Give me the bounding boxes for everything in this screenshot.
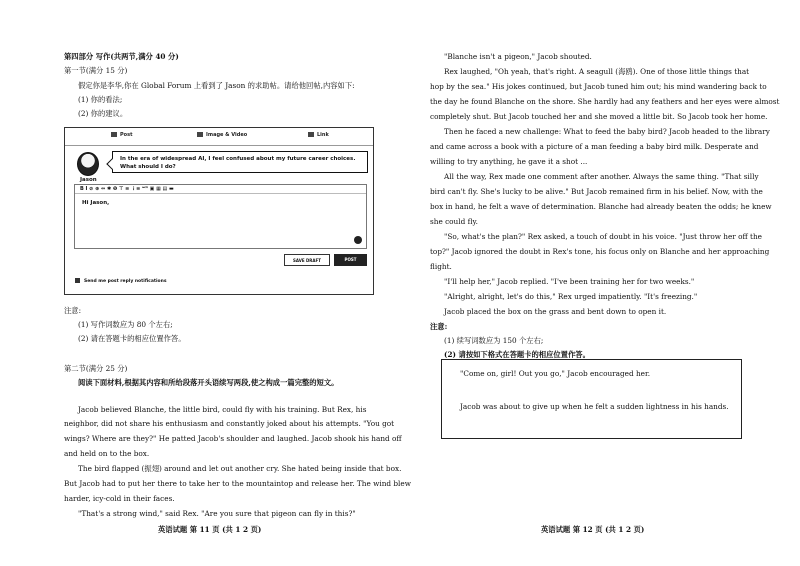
avatar <box>77 152 99 176</box>
story-line: and held on to the box. <box>64 449 150 458</box>
tab-link[interactable]: Link <box>308 132 329 138</box>
story-line: wings? Where are they?" He patted Jacob's shoulder and laughed. Jacob shook his hand off <box>64 434 402 443</box>
continuation-prompt-1: "Come on, girl! Out you go," Jacob encouraged her. <box>460 369 651 378</box>
post-button[interactable]: POST <box>334 254 367 266</box>
note: (1) 写作词数应为 80 个左右; <box>78 320 173 329</box>
notify-checkbox[interactable]: Send me post reply notifications <box>75 278 167 284</box>
reply-text[interactable]: Hi Jason, <box>82 200 110 206</box>
tab-image-video[interactable]: Image & Video <box>197 132 247 138</box>
story-line: Rex laughed, "Oh yeah, that's right. A seagull (海鸥). One of those little things that <box>444 67 750 76</box>
section1-intro: 假定你是李华,你在 Global Forum 上看到了 Jason 的求助帖。请给他回帖,内容如下: <box>78 81 355 90</box>
story-line: hop by the sea." His jokes continued, but Jacob tuned him out; his mind wandering back to <box>430 82 767 91</box>
story-line: she could fly. <box>430 217 478 226</box>
story-line: completely shut. But Jacob touched her and she moved a little bit. So Jacob took her home. <box>430 112 768 121</box>
tab-post[interactable]: Post <box>111 132 132 138</box>
page-12 <box>400 0 800 566</box>
story-line: "Alright, alright, let's do this," Rex urged impatiently. "It's freezing." <box>444 292 698 301</box>
story-line: "So, what's the plan?" Rex asked, a touch of doubt in his voice. "Just throw her off the <box>444 232 762 241</box>
section1-title: 第一节(满分 15 分) <box>64 66 128 75</box>
question-text: In the era of widespread AI, I feel confused about my future career choices. What should I do? <box>120 156 356 170</box>
story-line: bird can't fly. She's lucky to be alive." But Jacob remained firm in his belief. Now, with the <box>430 187 763 196</box>
forum-screenshot <box>64 127 374 295</box>
notes-title: 注意: <box>430 322 448 331</box>
story-line: Jacob believed Blanche, the little bird, could fly with his training. But Rex, his <box>78 405 367 414</box>
story-line: "I'll help her," Jacob replied. "I've been training her for two weeks." <box>444 277 695 286</box>
link-icon <box>308 132 314 137</box>
reply-editor[interactable] <box>74 184 367 249</box>
section1-point: (2) 你的建议。 <box>78 109 128 118</box>
save-draft-button[interactable]: SAVE DRAFT <box>284 254 330 266</box>
story-line: box in hand, he felt a wave of determination. Blanche had already beaten the odds; he knew <box>430 202 772 211</box>
page-footer: 英语试题 第 11 页 (共 1 2 页) <box>158 525 262 534</box>
story-line: top?" Jacob ignored the doubt in Rex's tone, his focus only on Blanche and her approaching <box>430 247 770 256</box>
forum-tabs <box>65 128 373 146</box>
question-bubble <box>112 151 368 173</box>
story-line: and came across a book with a picture of a man feeding a baby bird milk. Desperate and <box>430 142 759 151</box>
page-footer: 英语试题 第 12 页 (共 1 2 页) <box>541 525 645 534</box>
story-line: But Jacob had to put her there to take her to the mountaintop and release her. The wind blew <box>64 479 411 488</box>
story-line: Jacob placed the box on the grass and bent down to open it. <box>444 307 667 316</box>
story-line: willing to try anything, he gave it a shot ... <box>430 157 588 166</box>
story-line: the day he found Blanche on the shore. She hardly had any feathers and her eyes were almost <box>430 97 780 106</box>
story-line: "Blanche isn't a pigeon," Jacob shouted. <box>444 52 592 61</box>
story-line: Then he faced a new challenge: What to feed the baby bird? Jacob headed to the library <box>444 127 770 136</box>
emoji-icon[interactable] <box>354 236 362 244</box>
section2-intro: 阅读下面材料,根据其内容和所给段落开头语续写两段,使之构成一篇完整的短文。 <box>78 378 339 387</box>
post-icon <box>111 132 117 137</box>
note: (2) 请在答题卡的相应位置作答。 <box>78 334 186 343</box>
story-line: flight. <box>430 262 452 271</box>
checkbox-icon[interactable] <box>75 278 80 283</box>
editor-toolbar <box>75 185 366 194</box>
part-title: 第四部分 写作(共两节,满分 40 分) <box>64 52 179 61</box>
story-line: All the way, Rex made one comment after another. Always the same thing. "That silly <box>444 172 759 181</box>
story-line: The bird flapped (振翅) around and let out another cry. She hated being inside that box. <box>78 464 402 473</box>
image-icon <box>197 132 203 137</box>
notes-title: 注意: <box>64 306 82 315</box>
continuation-prompt-2: Jacob was about to give up when he felt a sudden lightness in his hands. <box>460 402 729 411</box>
user-name: Jason <box>80 177 97 183</box>
story-line: "That's a strong wind," said Rex. "Are you sure that pigeon can fly in this?" <box>78 509 356 518</box>
note: (2) 请按如下格式在答题卡的相应位置作答。 <box>444 350 590 359</box>
section2-title: 第二节(满分 25 分) <box>64 364 128 373</box>
format-toolbar-icons[interactable]: B I ⊘ ⊕ ⇔ ✱ ❶ ⊤ ≡ ⋮≡ ❝❞ ▣ ▦ ▤ ▬ <box>80 186 174 192</box>
note: (1) 续写词数应为 150 个左右; <box>444 336 544 345</box>
story-line: neighbor, did not share his enthusiasm and constantly joked about his attempts. "You got <box>64 419 395 428</box>
section1-point: (1) 你的看法; <box>78 95 123 104</box>
story-line: harder, icy-cold in their faces. <box>64 494 175 503</box>
answer-format-box <box>441 359 742 439</box>
